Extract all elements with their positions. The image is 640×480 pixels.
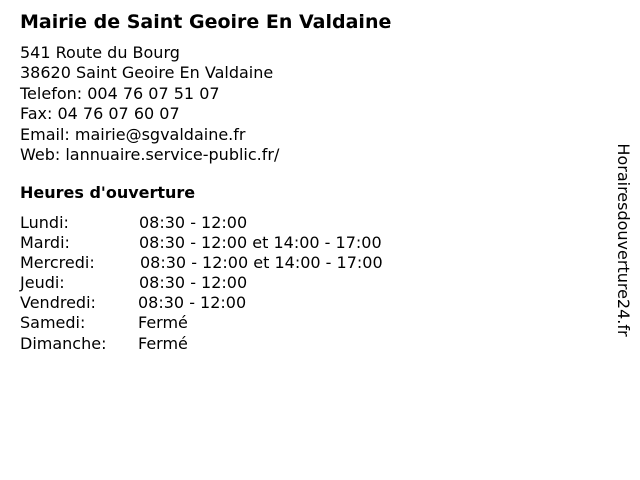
day-name: Dimanche: [20, 333, 107, 353]
day-name: Mercredi: [20, 253, 95, 273]
address-line-1: 541 Route du Bourg [20, 43, 180, 62]
address-line-2: 38620 Saint Geoire En Valdaine [20, 63, 274, 83]
day-name: Mardi: [20, 233, 70, 253]
contact-block [20, 43, 279, 165]
day-hours: 08:30 - 12:00 [139, 273, 248, 293]
email-address: Email: mairie@sgvaldaine.fr [20, 124, 246, 144]
phone-number: Telefon: 004 76 07 51 07 [20, 83, 220, 103]
day-hours: Fermé [138, 313, 188, 333]
site-watermark: Horairesdouverture24.fr [614, 143, 633, 337]
day-name: Lundi: [20, 213, 69, 232]
day-name: Vendredi: [20, 293, 96, 313]
day-hours: 08:30 - 12:00 [138, 293, 247, 313]
hours-heading: Heures d'ouverture [20, 183, 196, 202]
day-hours: 08:30 - 12:00 et 14:00 - 17:00 [139, 233, 382, 253]
day-hours: 08:30 - 12:00 et 14:00 - 17:00 [140, 253, 383, 273]
fax-number: Fax: 04 76 07 60 07 [20, 104, 180, 124]
day-hours: 08:30 - 12:00 [139, 213, 248, 232]
page-title: Mairie de Saint Geoire En Valdaine [20, 11, 392, 33]
day-name: Jeudi: [20, 273, 65, 293]
website: Web: lannuaire.service-public.fr/ [20, 145, 280, 165]
day-hours: Fermé [138, 333, 188, 353]
day-name: Samedi: [20, 313, 86, 333]
